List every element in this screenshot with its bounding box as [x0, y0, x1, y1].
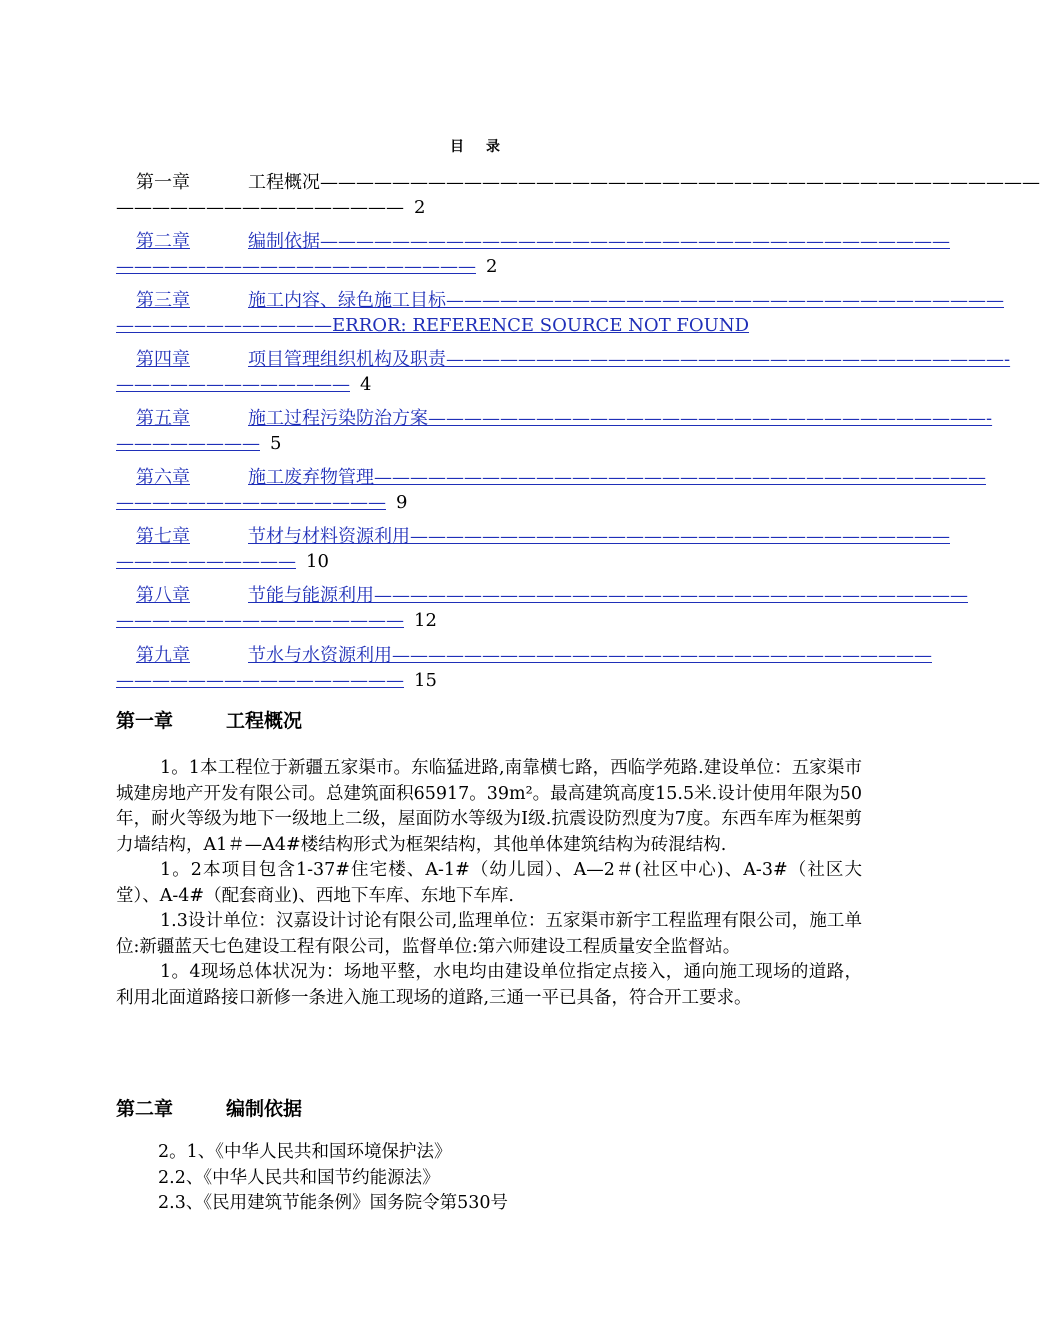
- toc-leader: ——————————: [116, 551, 296, 572]
- toc-entry[interactable]: [116, 583, 968, 633]
- chapter1-heading: [116, 706, 302, 733]
- toc-title: 目录: [450, 139, 522, 155]
- chapter2-heading: [116, 1094, 302, 1121]
- chapter2-title: 编制依据: [226, 1098, 303, 1120]
- toc-chapter-number: 第四章: [136, 349, 190, 370]
- toc-leader: —————————————————————————————————: [374, 585, 968, 606]
- toc-page-number: 9: [396, 492, 408, 513]
- toc-leader: ———————————————————————————————-: [428, 408, 993, 429]
- toc-chapter-title: 项目管理组织机构及职责: [248, 349, 446, 370]
- toc-entry[interactable]: [116, 229, 950, 279]
- toc-chapter-number: 第六章: [136, 467, 190, 488]
- toc-entry[interactable]: [116, 465, 986, 515]
- toc-page-number: 2: [486, 256, 498, 277]
- chapter2-basis-list: [158, 1140, 508, 1217]
- toc-leader: ——————————————————————————————: [410, 526, 950, 547]
- toc-leader: ————————————————————————————————————————: [320, 172, 1040, 193]
- toc-chapter-number: 第五章: [136, 408, 190, 429]
- toc-page-number: 10: [306, 551, 329, 572]
- toc-entry[interactable]: [116, 406, 993, 456]
- toc-leader: ————————: [116, 433, 260, 454]
- toc-leader: —————————————: [116, 374, 350, 395]
- toc-entry[interactable]: [116, 524, 950, 574]
- toc-leader: ————————————ERROR: REFERENCE SOURCE NOT FOUND: [116, 315, 750, 336]
- toc-chapter-number: 第八章: [136, 585, 190, 606]
- toc-chapter-title: 施工废弃物管理: [248, 467, 374, 488]
- toc-chapter-title: 工程概况: [248, 172, 320, 193]
- toc-leader: ———————————————————————————————: [446, 290, 1004, 311]
- chapter1-body: [116, 756, 862, 1011]
- toc-entry[interactable]: [116, 347, 1011, 397]
- toc-chapter-title: 节能与能源利用: [248, 585, 374, 606]
- toc-entry[interactable]: [116, 643, 932, 693]
- toc-page-number: 15: [414, 670, 437, 691]
- toc-chapter-title: 施工过程污染防治方案: [248, 408, 428, 429]
- toc-chapter-title: 编制依据: [248, 231, 320, 252]
- toc-entry: [116, 170, 1040, 220]
- toc-chapter-number: 第二章: [136, 231, 190, 252]
- basis-item: 2.2、《中华人民共和国节约能源法》: [158, 1167, 440, 1188]
- toc-leader: ———————————————: [116, 492, 386, 513]
- chapter2-number: 第二章: [116, 1098, 174, 1120]
- toc-leader: ———————————————————————————————————: [320, 231, 950, 252]
- basis-item: 2。1、《中华人民共和国环境保护法》: [158, 1142, 452, 1162]
- toc-page-number: 12: [414, 610, 437, 631]
- toc-entry[interactable]: [116, 288, 1004, 338]
- paragraph-1-4: 1。4现场总体状况为：场地平整，水电均由建设单位指定点接入，通向施工现场的道路，利用北面道路接口新修一条进入施工现场的道路,三通一平已具备，符合开工要求。: [116, 962, 862, 1008]
- toc-leader: ——————————————————————————————: [392, 645, 932, 666]
- toc-chapter-title: 节水与水资源利用: [248, 645, 392, 666]
- toc-leader: ——————————————————————————————————: [374, 467, 986, 488]
- toc-leader: ———————————————————————————————-: [446, 349, 1011, 370]
- paragraph-1-2: 1。2本项目包含1-37#住宅楼、A-1#（幼儿园）、A—2＃(社区中心)、A-3#（社区大堂）、A-4#（配套商业)、西地下车库、东地下车库.: [116, 860, 862, 906]
- paragraph-1-3: 1.3设计单位：汉嘉设计讨论有限公司,监理单位：五家渠市新宇工程监理有限公司，施工单位:新疆蓝天七色建设工程有限公司，监督单位:第六师建设工程质量安全监督站。: [116, 911, 862, 957]
- toc-chapter-number: 第一章: [136, 172, 190, 193]
- toc-page-number: 5: [270, 433, 282, 454]
- toc-leader: ————————————————: [116, 197, 404, 218]
- toc-chapter-number: 第三章: [136, 290, 190, 311]
- toc-leader: ————————————————: [116, 670, 404, 691]
- toc-page-number: 4: [360, 374, 372, 395]
- toc-chapter-number: 第七章: [136, 526, 190, 547]
- toc-chapter-title: 节材与材料资源利用: [248, 526, 410, 547]
- chapter1-title: 工程概况: [226, 710, 303, 732]
- toc-leader: ————————————————: [116, 610, 404, 631]
- toc-page-number: 2: [414, 197, 426, 218]
- toc-leader: ————————————————————: [116, 256, 476, 277]
- toc-chapter-number: 第九章: [136, 645, 190, 666]
- chapter1-number: 第一章: [116, 710, 174, 732]
- paragraph-1-1: 1。1本工程位于新疆五家渠市。东临猛进路,南靠横七路，西临学苑路.建设单位：五家渠市城建房地产开发有限公司。总建筑面积65917。39m²。最高建筑高度15.5米.设计使用年限为50年，耐火等级为地下一级地上二级，屋面防水等级为Ⅰ级.抗震设防烈度为7度。东西车库为框架剪力墙结构，A1＃—A4#楼结构形式为框架结构，其他单体建筑结构为砖混结构.: [116, 758, 862, 855]
- basis-item: 2.3、《民用建筑节能条例》国务院令第530号: [158, 1193, 508, 1213]
- toc-chapter-title: 施工内容、绿色施工目标: [248, 290, 446, 311]
